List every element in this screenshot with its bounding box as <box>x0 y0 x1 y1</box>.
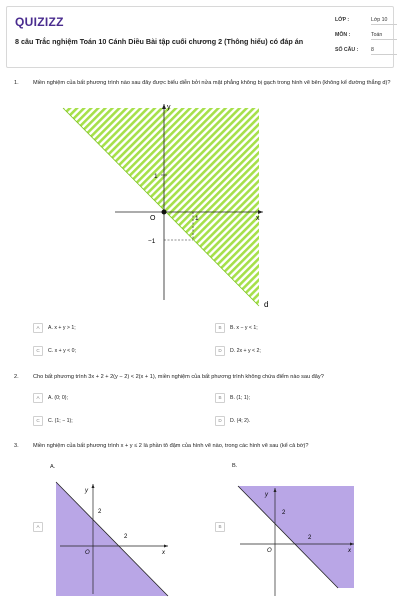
tick-x-label: 2 <box>308 535 312 541</box>
tick-y-label: 2 <box>282 510 286 516</box>
option-letter-box[interactable]: C <box>33 346 43 356</box>
y-axis-arrow <box>92 484 95 488</box>
option-text: A. (0; 0); <box>48 395 68 401</box>
option-letter-box[interactable]: D <box>215 346 225 356</box>
meta-subject-key: MÔN : <box>335 32 351 38</box>
tick-neg-label: −1 <box>148 238 156 245</box>
y-axis-label: y <box>85 488 88 494</box>
worksheet-header <box>6 6 394 68</box>
option-letter-box[interactable]: B <box>215 393 225 403</box>
question-number: 3. <box>14 443 19 449</box>
x-axis-arrow <box>164 545 168 548</box>
option-text: D. 2x + y < 2; <box>230 348 261 354</box>
origin-point <box>162 210 167 215</box>
y-axis-label: y <box>265 492 268 498</box>
question-1-figure <box>55 100 285 312</box>
option-letter-box[interactable]: B <box>215 522 225 532</box>
question-3-figure-a <box>52 478 174 598</box>
meta-subject-value: Toán <box>371 32 397 40</box>
question-text: Miền nghiệm của bất phương trình nào sau đây được biểu diễn bởi nửa mặt phẳng không bị gạch trong hình vẽ bên (không kể đường thẳng d)? <box>33 80 391 86</box>
origin-label: O <box>85 550 90 556</box>
meta-grade-value: Lớp 10 <box>371 17 397 25</box>
option-text: B. x − y < 1; <box>230 325 258 331</box>
question-3-figure-b <box>236 484 362 600</box>
option-text: D. (4; 2). <box>230 418 251 424</box>
option-text: C. (1; − 1); <box>48 418 73 424</box>
tick-y-label: 1 <box>154 173 158 180</box>
line-d-label: d <box>264 300 269 309</box>
question-number: 1. <box>14 80 19 86</box>
x-axis-label: x <box>162 550 165 556</box>
y-axis-label: y <box>167 104 171 111</box>
option-letter-box[interactable]: C <box>33 416 43 426</box>
meta-count-value: 8 <box>371 47 397 55</box>
figure-a-label: A. <box>50 464 56 470</box>
option-letter-box[interactable]: B <box>215 323 225 333</box>
origin-label: O <box>267 548 272 554</box>
tick-y-label: 2 <box>98 509 102 515</box>
option-letter-box[interactable]: A <box>33 522 43 532</box>
meta-count-key: SỐ CÂU : <box>335 47 359 53</box>
option-letter-box[interactable]: A <box>33 323 43 333</box>
x-axis-arrow <box>258 210 263 214</box>
option-letter-box[interactable]: A <box>33 393 43 403</box>
quizizz-logo: QUIZIZZ <box>15 15 64 29</box>
x-axis-label: x <box>256 215 260 222</box>
y-axis-arrow <box>162 104 166 109</box>
meta-grade-key: LỚP : <box>335 17 350 23</box>
question-text: Cho bất phương trình 3x + 2 + 2(y − 2) < 2(x + 1), miền nghiệm của bất phương trình không chứa điểm nào sau đây? <box>33 374 324 380</box>
option-letter-box[interactable]: D <box>215 416 225 426</box>
shaded-region <box>238 486 354 588</box>
question-number: 2. <box>14 374 19 380</box>
origin-label: O <box>150 215 156 222</box>
tick-x-label: 2 <box>124 534 128 540</box>
option-text: B. (1; 1); <box>230 395 250 401</box>
question-text: Miền nghiệm của bất phương trình x + y ≤ 2 là phần tô đậm của hình vẽ nào, trong các hình vẽ sau (kể cả bờ)? <box>33 443 309 449</box>
figure-b-label: B. <box>232 463 238 469</box>
option-text: A. x + y > 1; <box>48 325 76 331</box>
document-title: 8 câu Trắc nghiệm Toán 10 Cánh Diều Bài tập cuối chương 2 (Thông hiểu) có đáp án <box>15 37 304 46</box>
option-text: C. x + y < 0; <box>48 348 76 354</box>
tick-x-label: 1 <box>195 215 199 222</box>
x-axis-label: x <box>348 548 351 554</box>
